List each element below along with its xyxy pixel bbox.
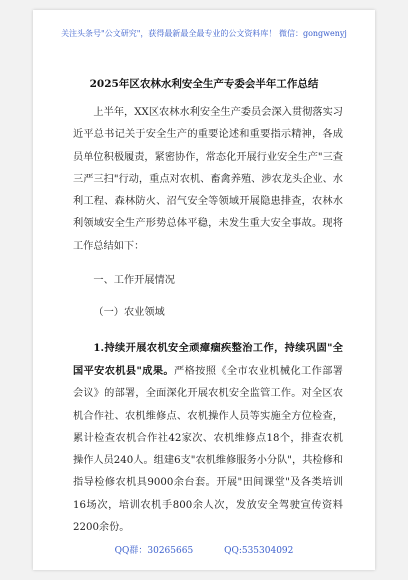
- footer-qq-contact: QQ:535304092: [224, 546, 294, 556]
- subsection-heading: （一）农业领域: [93, 307, 165, 319]
- document-body: [73, 102, 343, 539]
- header-note: 关注头条号"公文研究"，获得最新最全最专业的公文资料库！ 微信：gongwenyj: [61, 29, 347, 38]
- document-page: [33, 10, 375, 570]
- item-body: 严格按照《全市农业机械化工作部署会议》的部署，全面深化开展农机安全监管工作。对全区农机合作社、农机维修点、农机操作人员等实施全方位检查，累计检查农机合作社42家次、农机维修点18个，排查农机操作人员240人。组建6支"农机维修服务小分队"，共检修和指导检修农机具9000余台套。开展"田间课堂"及各类培训16场次，培训农机手800余人次，发放安全驾驶宣传资料2200余份。: [73, 365, 343, 534]
- item-paragraph: [73, 337, 343, 540]
- document-title: 2025年区农林水利安全生产专委会半年工作总结: [89, 78, 319, 90]
- item-heading: 1.持续开展农机安全顽瘴痼疾整治工作，持续巩固"全国平安农机县"成果。: [73, 341, 343, 377]
- intro-paragraph: 上半年，XX区农林水利安全生产委员会深入贯彻落实习近平总书记关于安全生产的重要论述和重要指示精神，各成员单位积极履责，紧密协作，常态化开展行业安全生产"三查三严三扫"行动，重点对农机、畜禽养殖、涉农龙头企业、水利工程、森林防火、沼气安全等领域开展隐患排查，农林水利领域安全生产形势总体平稳，未发生重大安全事故。现将工作总结如下：: [73, 107, 343, 252]
- footer: [33, 543, 375, 556]
- footer-qq-group: QQ群：30265665: [114, 546, 194, 556]
- section-heading: 一、工作开展情况: [93, 275, 175, 287]
